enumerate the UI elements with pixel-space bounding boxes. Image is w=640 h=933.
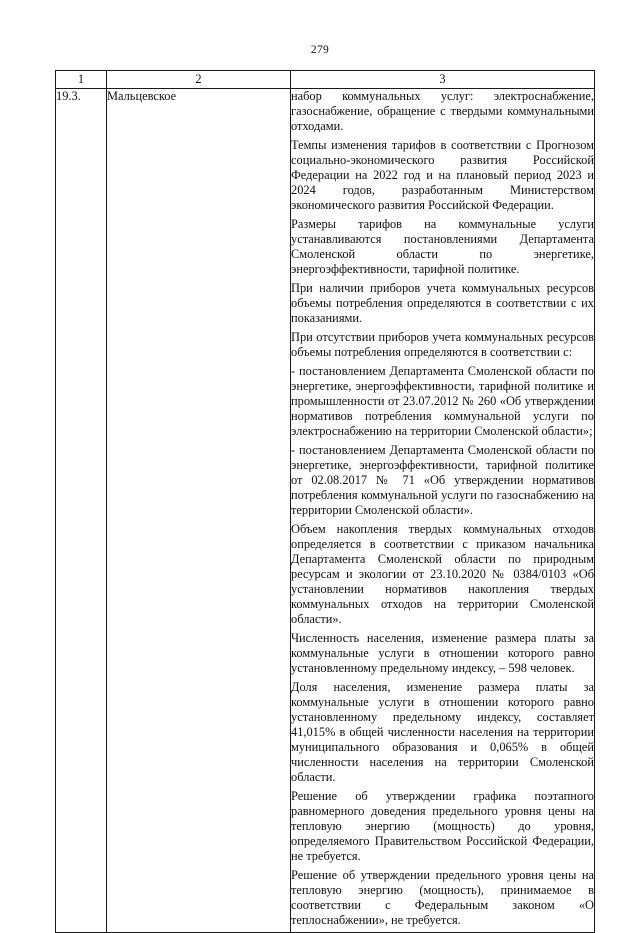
row-description — [291, 89, 595, 933]
paragraph-meters-present: При наличии приборов учета коммунальных ресурсов объемы потребления определяются в соответствии с их показаниями. — [291, 281, 594, 325]
column-header-3: 3 — [291, 71, 595, 89]
paragraph-gas-norms: - постановлением Департамента Смоленской области по энергетике, энергоэффективности, тарифной политике от 02.08.2017 № 71 «Об утверждении нормативов потребления коммунальной услуги по газоснабжению на территории Смоленской области». — [291, 443, 594, 517]
paragraph-tariff-sizes: Размеры тарифов на коммунальные услуги устанавливаются постановлениями Департамента Смоленской области по энергетике, энергоэффективности, тарифной политике. — [291, 217, 594, 276]
page-number: 279 — [310, 44, 330, 56]
paragraph-utilities-set: набор коммунальных услуг: электроснабжение, газоснабжение, обращение с твердыми коммунальными отходами. — [291, 89, 594, 133]
paragraph-tariff-rates: Темпы изменения тарифов в соответствии с Прогнозом социально-экономического развития Российской Федерации на 2022 год и на плановый период 2023 и 2024 годов, разработанным Министерством экономического развития Российской Федерации. — [291, 138, 594, 212]
paragraph-electricity-norms: - постановлением Департамента Смоленской области по энергетике, энергоэффективности, тарифной политике и промышленности от 23.07.2012 № 260 «Об утверждении нормативов потребления коммунальной услуги по электроснабжению на территории Смоленской области»; — [291, 364, 594, 438]
paragraph-population-count: Численность населения, изменение размера платы за коммунальные услуги в отношении которого равно установленному предельному индексу, – 598 человек. — [291, 631, 594, 675]
paragraph-heat-schedule: Решение об утверждении графика поэтапного равномерного доведения предельного уровня цены на тепловую энергию (мощность) до уровня, определяемого Правительством Российской Федерации, не требуется. — [291, 789, 594, 863]
paragraph-heat-price-limit: Решение об утверждении предельного уровня цены на тепловую энергию (мощность), принимаемое в соответствии с Федеральным законом «О теплоснабжении», не требуется. — [291, 868, 594, 927]
tariff-table — [55, 70, 595, 933]
column-header-2: 2 — [107, 71, 291, 89]
column-header-1: 1 — [56, 71, 107, 89]
paragraph-meters-absent: При отсутствии приборов учета коммунальных ресурсов объемы потребления определяются в соответствии с: — [291, 330, 594, 359]
paragraph-waste-volume: Объем накопления твердых коммунальных отходов определяется в соответствии с приказом начальника Департамента Смоленской области по природным ресурсам и экологии от 23.10.2020 № 0384/0103 «Об установлении нормативов накопления твердых коммунальных отходов на территории Смоленской области». — [291, 522, 594, 626]
municipality-name: Мальцевское — [107, 89, 291, 933]
row-number: 19.3. — [56, 89, 107, 933]
table-header-row — [56, 71, 595, 89]
paragraph-population-share: Доля населения, изменение размера платы за коммунальные услуги в отношении которого равно установленному предельному индексу, составляет 41,015% в общей численности населения на территории муниципального образования и 0,065% в общей численности населения на территории Смоленской области. — [291, 680, 594, 784]
table-row — [56, 89, 595, 933]
